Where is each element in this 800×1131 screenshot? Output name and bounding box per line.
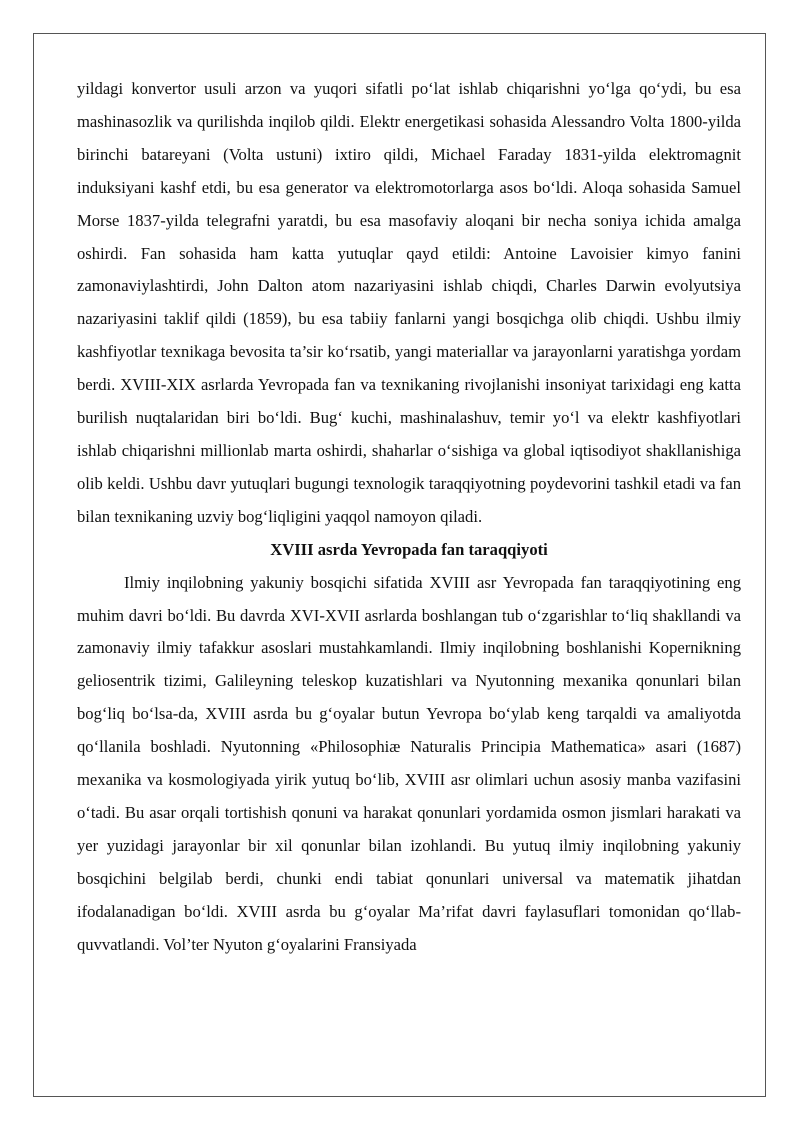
section-heading: XVIII asrda Yevropada fan taraqqiyoti	[270, 539, 548, 559]
paragraph-body: Ilmiy inqilobning yakuniy bosqichi sifatida XVIII asr Yevropada fan taraqqiyotining eng muhim davri bo‘ldi. Bu davrda XVI-XVII asrlarda boshlangan tub o‘zgarishlar to‘liq shakllandi va zamonaviy ilmiy tafakkur asoslari mustahkamlandi. Ilmiy inqilobning boshlanishi Kopernikning geliosentrik tizimi, Galileyning teleskop kuzatishlari va Nyutonning mexanika qonunlari bilan bog‘liq bo‘lsa-da, XVIII asrda bu g‘oyalar butun Yevropa bo‘ylab keng tarqaldi va amaliyotda qo‘llanila boshladi. Nyutonning «Philosophiæ Naturalis Principia Mathematica» asari (1687) mexanika va kosmologiyada yirik yutuq bo‘lib, XVIII asr olimlari uchun asosiy manba vazifasini o‘tadi. Bu asar orqali tortishish qonuni va harakat qonunlari yordamida osmon jismlari harakati va yer yuzidagi jarayonlar bir xil qonunlar bilan izohlandi. Bu yutuq ilmiy inqilobning yakuniy bosqichini belgilab berdi, chunki endi tabiat qonunlari universal va matematik jihatdan ifodalanadigan bo‘ldi. XVIII asrda bu g‘oyalar Ma’rifat davri faylasuflari tomonidan qo‘llab-quvvatlandi. Vol’ter Nyuton g‘oyalarini Fransiyada	[77, 572, 741, 954]
document-body	[77, 73, 741, 961]
paragraph-continuation: yildagi konvertor usuli arzon va yuqori sifatli po‘lat ishlab chiqarishni yo‘lga qo‘ydi, bu esa mashinasozlik va qurilishda inqilob qildi. Elektr energetikasi sohasida Alessandro Volta 1800-yilda birinchi batareyani (Volta ustuni) ixtiro qildi, Michael Faraday 1831-yilda elektromagnit induksiyani kashf etdi, bu esa generator va elektromotorlarga asos bo‘ldi. Aloqa sohasida Samuel Morse 1837-yilda telegrafni yaratdi, bu esa masofaviy aloqani bir necha soniya ichida amalga oshirdi. Fan sohasida ham katta yutuqlar qayd etildi: Antoine Lavoisier kimyo fanini zamonaviylashtirdi, John Dalton atom nazariyasini ishlab chiqdi, Charles Darwin evolyutsiya nazariyasini taklif qildi (1859), bu esa tabiiy fanlarni yangi bosqichga olib chiqdi. Ushbu ilmiy kashfiyotlar texnikaga bevosita ta’sir ko‘rsatib, yangi materiallar va jarayonlarni yaratishga yordam berdi. XVIII-XIX asrlarda Yevropada fan va texnikaning rivojlanishi insoniyat tarixidagi eng katta burilish nuqtalaridan biri bo‘ldi. Bug‘ kuchi, mashinalashuv, temir yo‘l va elektr kashfiyotlari ishlab chiqarishni millionlab marta oshirdi, shaharlar o‘sishiga va global iqtisodiyot shakllanishiga olib keldi. Ushbu davr yutuqlari bugungi texnologik taraqqiyotning poydevorini tashkil etadi va fan bilan texnikaning uzviy bog‘liqligini yaqqol namoyon qiladi.	[77, 79, 741, 526]
